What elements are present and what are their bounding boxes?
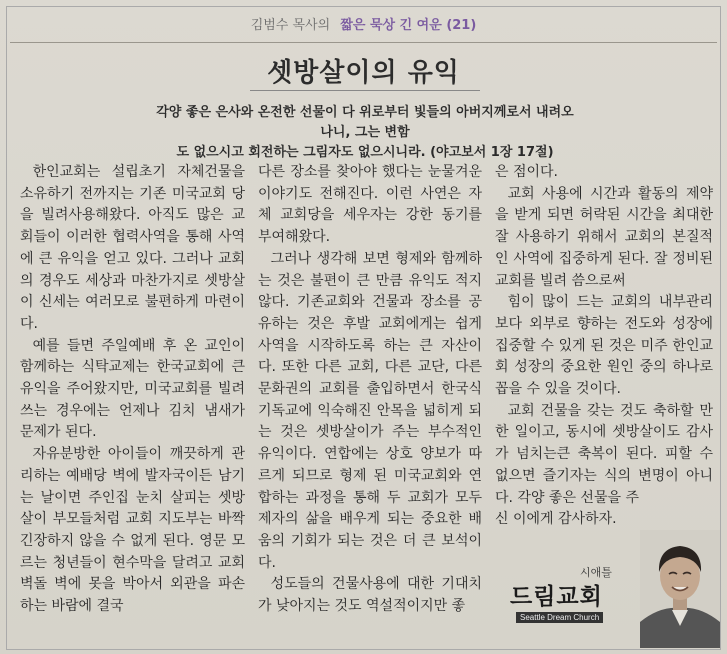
article-column-1	[20, 162, 245, 618]
article-column-3	[495, 162, 713, 531]
church-logo	[510, 564, 628, 634]
logo-city: 시애틀	[580, 566, 612, 579]
column-header	[0, 14, 727, 33]
paragraph: 교회 사용에 시간과 활동의 제약을 받게 되면 허락된 시간을 최대한 잘 사용하기 위해서 교회의 본질적인 사역에 집중하게 된다. 잘 정비된 교회를 빌려 씀으로써	[495, 185, 713, 289]
pastor-photo	[640, 530, 720, 648]
author-label: 김범수 목사의	[250, 18, 331, 33]
logo-name: 드림교회	[510, 583, 603, 610]
header-divider	[10, 42, 717, 43]
paragraph: 성도들의 건물사용에 대한 기대치가 낮아지는 것도 역설적이지만 좋	[258, 576, 482, 615]
article-column-2	[258, 162, 482, 618]
logo-english: Seattle Dream Church	[516, 612, 603, 623]
paragraph: 다른 장소를 찾아야 했다는 눈물겨운 이야기도 전해진다. 이런 사연은 자체 교회당을 세우자는 강한 동기를 부여해왔다.	[258, 164, 482, 246]
scripture-verse	[150, 103, 580, 163]
title-underline	[250, 90, 480, 91]
paragraph: 그러나 생각해 보면 형제와 함께하는 것은 불편이 큰 만큼 유익도 적지 않다. 기존교회와 건물과 장소를 공유하는 것은 후발 교회에게는 쉽게 사역을 시작하도록 하는 큰 자산이다. 또한 다른 교회, 다른 교단, 다른 문화권의 교회를 출입하면서 한국식 기독교에 익숙해진 안목을 넓히게 되는 것은 셋방살이가 주는 부수적인 유익이다. 연합에는 상호 양보가 따르게 되므로 형제 된 미국교회와 연합하는 과정을 통해 두 교회가 모두 제자의 삶을 배우게 되는 중요한 배움의 기회가 되는 것은 더 큰 보석이다.	[258, 250, 482, 571]
church-signature	[500, 530, 720, 650]
paragraph: 자유분방한 아이들이 깨끗하게 관리하는 예배당 벽에 발자국이든 남기는 날이면 주인집 눈치 살피는 셋방살이 부모들처럼 교회 지도부는 바짝 긴장하지 않을 수 없게 된다. 영문 모르는 청년들이 현수막을 달려고 교회 벽돌 벽에 못을 박아서 외관을 파손하는 바람에 결국	[20, 446, 245, 615]
paragraph: 한인교회는 설립초기 자체건물을 소유하기 전까지는 기존 미국교회 당을 빌려사용해왔다. 아직도 많은 교회들이 이러한 협력사역을 통해 사역에 큰 유익을 얻고 있다. 그러나 교회의 경우도 세상과 마찬가지로 셋방살이 신세는 여러모로 불편하게 마련이다.	[20, 164, 245, 332]
series-label: 짧은 묵상 긴 여운 (21)	[340, 18, 477, 33]
paragraph: 힘이 많이 드는 교회의 내부관리보다 외부로 향하는 전도와 성장에 집중할 수 있게 된 것은 미주 한인교회 성장의 중요한 원인 중의 하나로 꼽을 수 있을 것이다.	[495, 294, 713, 398]
article-title: 셋방살이의 유익	[267, 58, 460, 88]
verse-line-2: 도 없으시고 회전하는 그림자도 없으시니라. (야고보서 1장 17절)	[176, 145, 554, 160]
paragraph: 은 점이다.	[495, 164, 558, 180]
paragraph: 예를 들면 주일예배 후 온 교인이 함께하는 식탁교제는 한국교회에 큰 유익을 주어왔지만, 미국교회를 빌려 쓰는 경우에는 언제나 김치 냄새가 문제가 된다.	[20, 337, 245, 441]
paragraph-closing: 신 이에게 감사하자.	[495, 511, 617, 528]
paragraph: 교회 건물을 갖는 것도 축하할 만한 일이고, 동시에 셋방살이도 감사가 넘치는큰 축복이 된다. 피할 수 없으면 즐기자는 식의 변명이 아니다. 각양 좋은 선물을 주	[495, 402, 713, 506]
verse-line-1: 각양 좋은 은사와 온전한 선물이 다 위로부터 빛들의 아버지께로서 내려오나니, 그는 변함	[156, 105, 574, 140]
